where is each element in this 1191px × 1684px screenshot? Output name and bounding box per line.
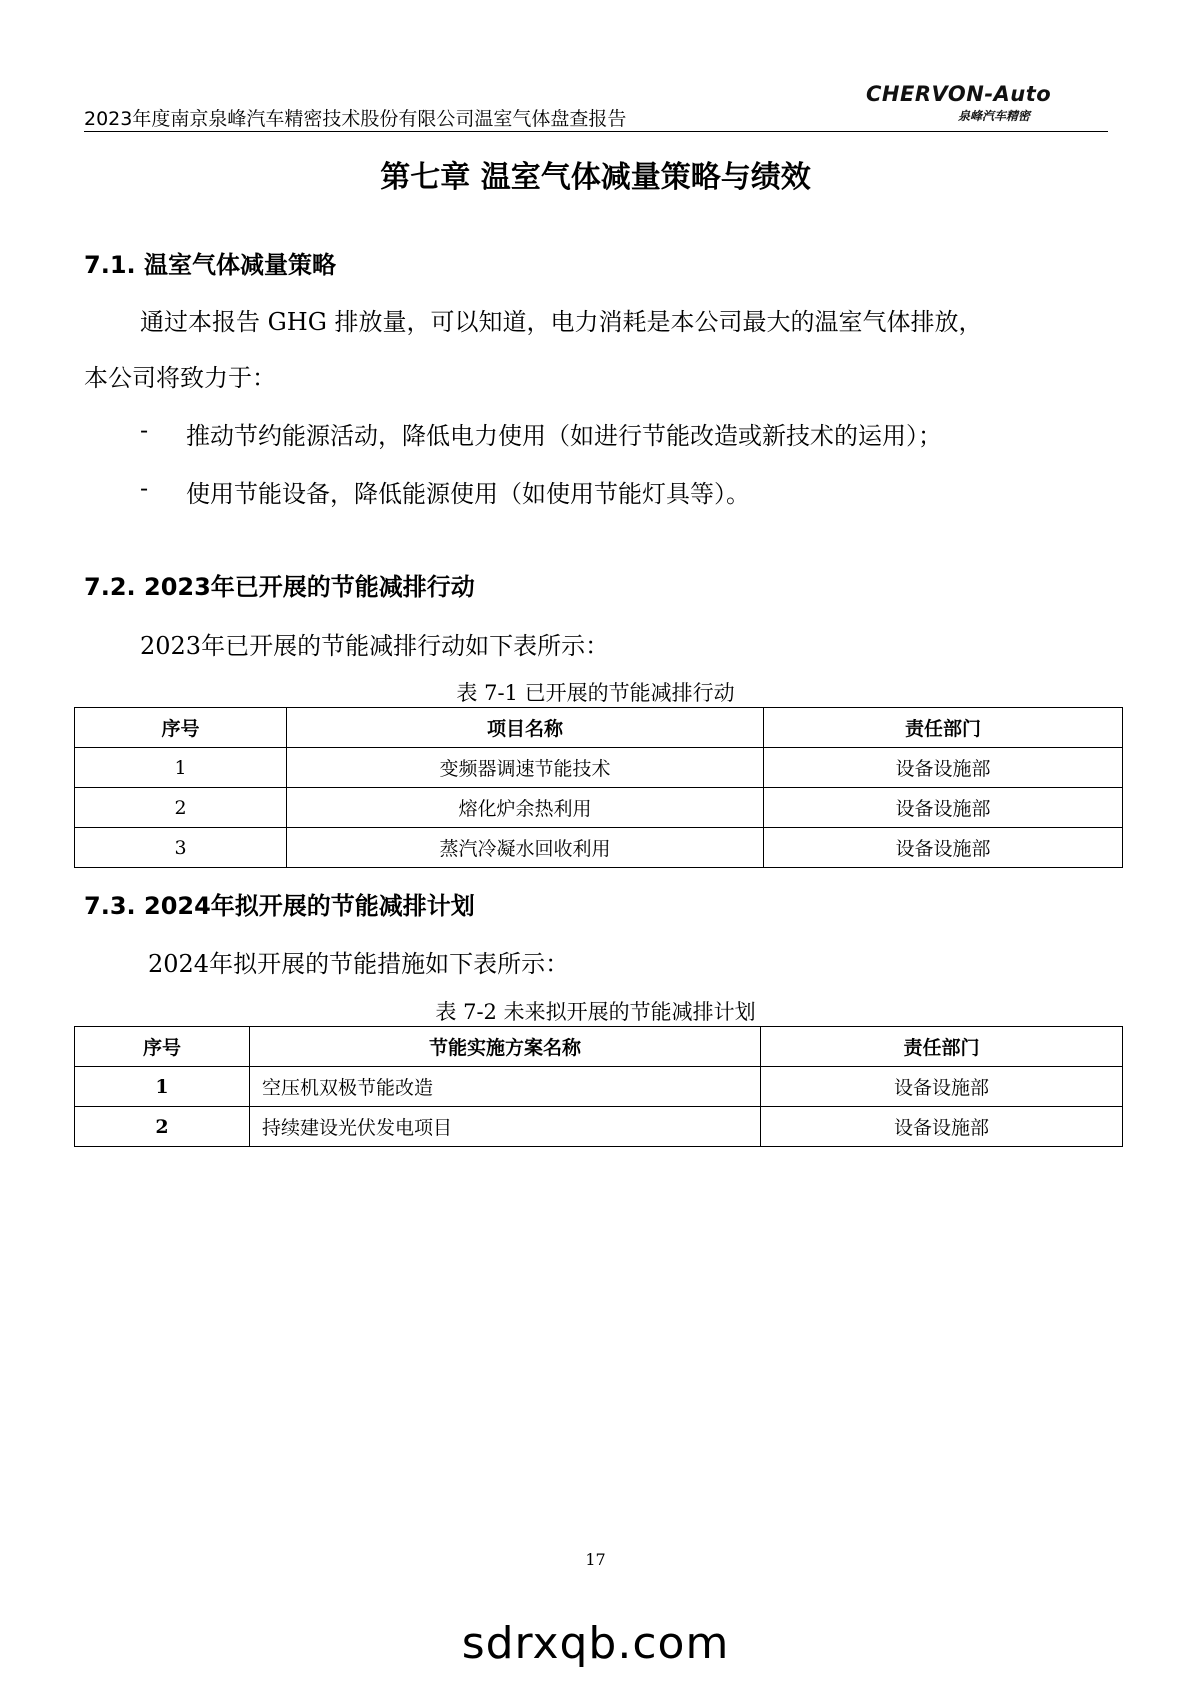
table-cell: 2: [75, 1107, 250, 1147]
column-header: 节能实施方案名称: [250, 1027, 761, 1067]
page-number: 17: [585, 1550, 606, 1569]
logo-sub-text: 泉峰汽车精密: [958, 109, 1031, 123]
table-row: [75, 788, 1123, 828]
table-cell: 熔化炉余热利用: [287, 788, 764, 828]
section-7-2-heading: 7.2. 2023年已开展的节能减排行动: [84, 573, 475, 601]
table-cell: 1: [75, 1067, 250, 1107]
table-row: [75, 748, 1123, 788]
company-logo: [866, 82, 1062, 124]
column-header: 序号: [75, 1027, 250, 1067]
table-row: [75, 1107, 1123, 1147]
logo-main-text: CHERVON-Auto: [866, 82, 1052, 106]
column-header: 项目名称: [287, 708, 764, 748]
column-header: 责任部门: [761, 1027, 1123, 1067]
table-cell: 3: [75, 828, 287, 868]
table-cell: 空压机双极节能改造: [250, 1067, 761, 1107]
section-7-2-intro: 2023年已开展的节能减排行动如下表所示：: [140, 632, 610, 660]
table-header-row: [75, 1027, 1123, 1067]
bullet-dash: -: [140, 416, 149, 444]
table-7-2: [74, 1026, 1123, 1147]
table-cell: 持续建设光伏发电项目: [250, 1107, 761, 1147]
table-cell: 设备设施部: [764, 788, 1123, 828]
bullet-item: 使用节能设备，降低能源使用（如使用节能灯具等）。: [186, 480, 750, 508]
watermark: sdrxqb.com: [461, 1618, 730, 1669]
table-cell: 2: [75, 788, 287, 828]
section-7-3-intro: 2024年拟开展的节能措施如下表所示：: [148, 950, 570, 978]
header-title: 2023年度南京泉峰汽车精密技术股份有限公司温室气体盘查报告: [84, 108, 627, 130]
table-row: [75, 1067, 1123, 1107]
table-cell: 蒸汽冷凝水回收利用: [287, 828, 764, 868]
section-7-1-para-line1: 通过本报告 GHG 排放量，可以知道，电力消耗是本公司最大的温室气体排放，: [140, 308, 983, 336]
table-cell: 变频器调速节能技术: [287, 748, 764, 788]
table-cell: 设备设施部: [764, 748, 1123, 788]
table-row: [75, 828, 1123, 868]
section-7-3-heading: 7.3. 2024年拟开展的节能减排计划: [84, 892, 475, 920]
bullet-item: 推动节约能源活动，降低电力使用（如进行节能改造或新技术的运用）；: [186, 422, 942, 450]
section-7-1-para-line2: 本公司将致力于：: [84, 364, 276, 392]
column-header: 序号: [75, 708, 287, 748]
table-cell: 设备设施部: [761, 1107, 1123, 1147]
column-header: 责任部门: [764, 708, 1123, 748]
table-cell: 设备设施部: [761, 1067, 1123, 1107]
table-header-row: [75, 708, 1123, 748]
table-cell: 设备设施部: [764, 828, 1123, 868]
table-7-1: [74, 707, 1123, 868]
table-cell: 1: [75, 748, 287, 788]
chapter-title: 第七章 温室气体减量策略与绩效: [380, 160, 811, 195]
bullet-dash: -: [140, 474, 149, 502]
table-7-1-caption: 表 7-1 已开展的节能减排行动: [456, 681, 735, 705]
section-7-1-heading: 7.1. 温室气体减量策略: [84, 251, 336, 279]
table-7-2-caption: 表 7-2 未来拟开展的节能减排计划: [435, 1000, 756, 1024]
header-divider: [84, 131, 1108, 132]
